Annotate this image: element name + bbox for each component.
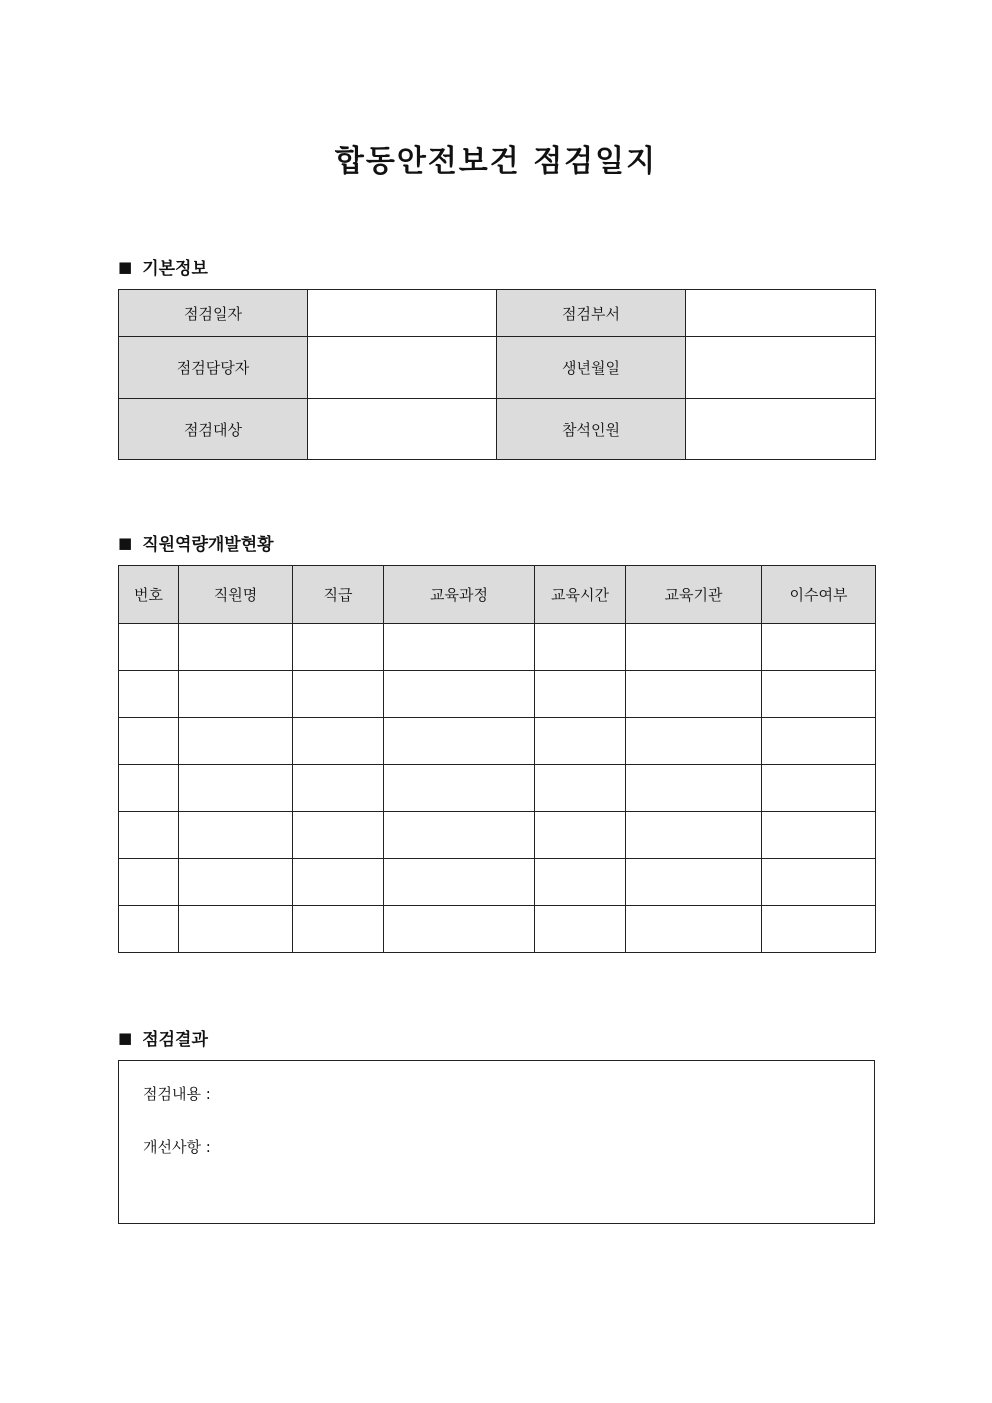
- table-cell[interactable]: [762, 859, 876, 906]
- table-cell[interactable]: [535, 812, 626, 859]
- birthdate-field[interactable]: [686, 337, 876, 399]
- table-cell[interactable]: [762, 765, 876, 812]
- section-title: 기본정보: [142, 259, 208, 279]
- section-title: 직원역량개발현황: [142, 535, 274, 555]
- table-row: [119, 765, 876, 812]
- basic-info-table: [118, 289, 876, 460]
- table-cell[interactable]: [179, 812, 293, 859]
- inspection-target-label: 점검대상: [119, 399, 308, 460]
- inspection-content-label: 점검내용 :: [143, 1085, 211, 1103]
- table-cell[interactable]: [384, 718, 535, 765]
- table-cell[interactable]: [179, 671, 293, 718]
- table-cell[interactable]: [626, 671, 762, 718]
- result-box[interactable]: [118, 1060, 875, 1224]
- table-cell[interactable]: [384, 859, 535, 906]
- table-cell[interactable]: [626, 718, 762, 765]
- inspection-dept-field[interactable]: [686, 290, 876, 337]
- table-cell[interactable]: [179, 859, 293, 906]
- table-cell[interactable]: [535, 765, 626, 812]
- table-cell[interactable]: [762, 718, 876, 765]
- page-title: 합동안전보건 점검일지: [334, 144, 658, 179]
- table-cell[interactable]: [535, 718, 626, 765]
- col-header-course: 교육과정: [384, 566, 535, 624]
- section-staff-heading: [118, 530, 274, 555]
- attendees-label: 참석인원: [497, 399, 686, 460]
- table-cell[interactable]: [384, 624, 535, 671]
- birthdate-label: 생년월일: [497, 337, 686, 399]
- table-cell[interactable]: [179, 718, 293, 765]
- table-cell[interactable]: [293, 765, 384, 812]
- table-cell[interactable]: [762, 624, 876, 671]
- table-cell[interactable]: [535, 859, 626, 906]
- table-cell[interactable]: [535, 671, 626, 718]
- table-header-row: [119, 566, 876, 624]
- table-cell[interactable]: [293, 718, 384, 765]
- table-cell[interactable]: [626, 906, 762, 953]
- inspection-target-field[interactable]: [308, 399, 497, 460]
- col-header-institution: 교육기관: [626, 566, 762, 624]
- table-row: [119, 718, 876, 765]
- inspector-field[interactable]: [308, 337, 497, 399]
- table-cell[interactable]: [626, 624, 762, 671]
- section-title: 점검결과: [142, 1030, 208, 1050]
- table-cell[interactable]: [626, 812, 762, 859]
- table-cell[interactable]: [384, 906, 535, 953]
- table-cell[interactable]: [626, 765, 762, 812]
- table-cell[interactable]: [384, 765, 535, 812]
- table-cell[interactable]: [119, 671, 179, 718]
- square-bullet-icon: ■: [118, 257, 133, 276]
- table-cell[interactable]: [762, 812, 876, 859]
- square-bullet-icon: ■: [118, 533, 133, 552]
- table-cell[interactable]: [119, 812, 179, 859]
- table-cell[interactable]: [384, 671, 535, 718]
- table-cell[interactable]: [119, 906, 179, 953]
- table-cell[interactable]: [293, 624, 384, 671]
- table-cell[interactable]: [762, 906, 876, 953]
- section-result-heading: [118, 1025, 208, 1050]
- improvement-label: 개선사항 :: [143, 1138, 211, 1156]
- square-bullet-icon: ■: [118, 1028, 133, 1047]
- col-header-rank: 직급: [293, 566, 384, 624]
- table-row: [119, 337, 876, 399]
- col-header-number: 번호: [119, 566, 179, 624]
- table-cell[interactable]: [626, 859, 762, 906]
- table-cell[interactable]: [293, 812, 384, 859]
- inspection-dept-label: 점검부서: [497, 290, 686, 337]
- table-row: [119, 906, 876, 953]
- attendees-field[interactable]: [686, 399, 876, 460]
- table-cell[interactable]: [119, 624, 179, 671]
- table-row: [119, 290, 876, 337]
- table-row: [119, 859, 876, 906]
- table-cell[interactable]: [119, 859, 179, 906]
- table-cell[interactable]: [762, 671, 876, 718]
- col-header-name: 직원명: [179, 566, 293, 624]
- table-row: [119, 624, 876, 671]
- table-cell[interactable]: [179, 624, 293, 671]
- table-row: [119, 399, 876, 460]
- table-cell[interactable]: [179, 906, 293, 953]
- table-cell[interactable]: [119, 765, 179, 812]
- table-cell[interactable]: [293, 906, 384, 953]
- table-cell[interactable]: [119, 718, 179, 765]
- col-header-completion: 이수여부: [762, 566, 876, 624]
- table-cell[interactable]: [384, 812, 535, 859]
- table-row: [119, 812, 876, 859]
- inspection-date-field[interactable]: [308, 290, 497, 337]
- section-basic-info-heading: [118, 254, 208, 279]
- table-cell[interactable]: [179, 765, 293, 812]
- table-row: [119, 671, 876, 718]
- inspection-date-label: 점검일자: [119, 290, 308, 337]
- inspector-label: 점검담당자: [119, 337, 308, 399]
- table-cell[interactable]: [535, 906, 626, 953]
- table-cell[interactable]: [535, 624, 626, 671]
- staff-table-body: [119, 624, 876, 953]
- staff-development-table: [118, 565, 876, 953]
- col-header-hours: 교육시간: [535, 566, 626, 624]
- table-cell[interactable]: [293, 671, 384, 718]
- table-cell[interactable]: [293, 859, 384, 906]
